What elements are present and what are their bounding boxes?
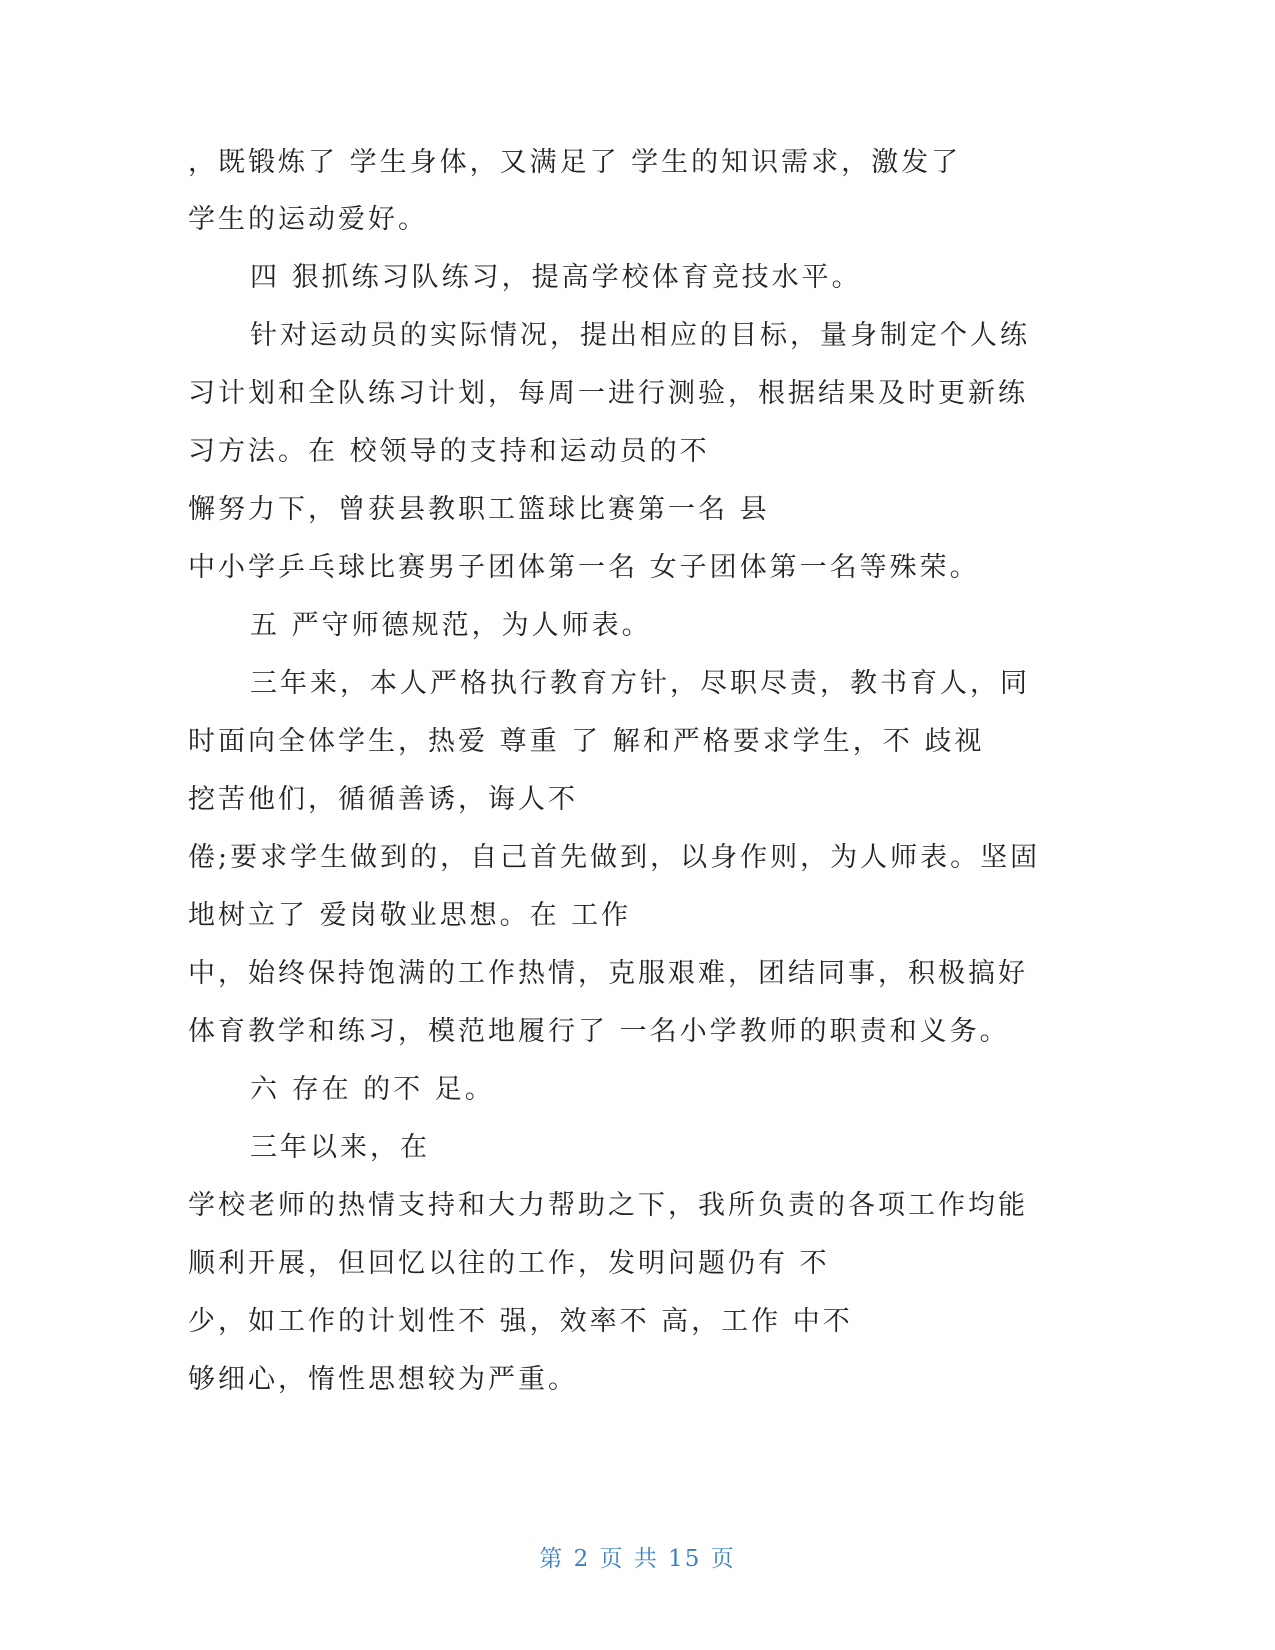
body-line-21: 少，如工作的计划性不 强，效率不 高，工作 中不 [188, 1306, 853, 1337]
body-line-18: 三年以来，在 [250, 1132, 430, 1163]
body-line-5: 习计划和全队练习计划，每周一进行测验，根据结果及时更新练 [188, 378, 1028, 409]
body-line-15: 中，始终保持饱满的工作热情，克服艰难，团结同事，积极搞好 [188, 958, 1028, 989]
body-line-8: 中小学乒乓球比赛男子团体第一名 女子团体第一名等殊荣。 [188, 552, 980, 583]
body-line-6: 习方法。在 校领导的支持和运动员的不 [188, 436, 710, 467]
body-line-14: 地树立了 爱岗敬业思想。在 工作 [188, 900, 632, 931]
section-heading-6: 六 存在 的不 足。 [250, 1074, 495, 1105]
body-line-1: ，既锻炼了 学生身体，又满足了 学生的知识需求，激发了 [188, 147, 962, 178]
section-heading-4: 四 狠抓练习队练习，提高学校体育竞技水平。 [250, 262, 862, 293]
body-line-7: 懈努力下，曾获县教职工篮球比赛第一名 县 [188, 494, 770, 525]
body-line-13: 倦;要求学生做到的，自己首先做到，以身作则，为人师表。坚固 [188, 842, 1041, 873]
body-line-11: 时面向全体学生，热爱 尊重 了 解和严格要求学生，不 歧视 [188, 726, 985, 757]
body-line-4: 针对运动员的实际情况，提出相应的目标，量身制定个人练 [250, 320, 1030, 351]
body-line-16: 体育教学和练习，模范地履行了 一名小学教师的职责和义务。 [188, 1016, 1010, 1047]
body-line-12: 挖苦他们，循循善诱，诲人不 [188, 784, 578, 815]
page-number-footer: 第 2 页 共 15 页 [539, 1546, 736, 1572]
body-line-10: 三年来，本人严格执行教育方针，尽职尽责，教书育人，同 [250, 668, 1030, 699]
body-line-2: 学生的运动爱好。 [188, 204, 428, 235]
body-line-22: 够细心，惰性思想较为严重。 [188, 1364, 578, 1395]
section-heading-5: 五 严守师德规范，为人师表。 [250, 610, 652, 641]
body-line-20: 顺利开展，但回忆以往的工作，发明问题仍有 不 [188, 1248, 830, 1279]
body-line-19: 学校老师的热情支持和大力帮助之下，我所负责的各项工作均能 [188, 1190, 1028, 1221]
